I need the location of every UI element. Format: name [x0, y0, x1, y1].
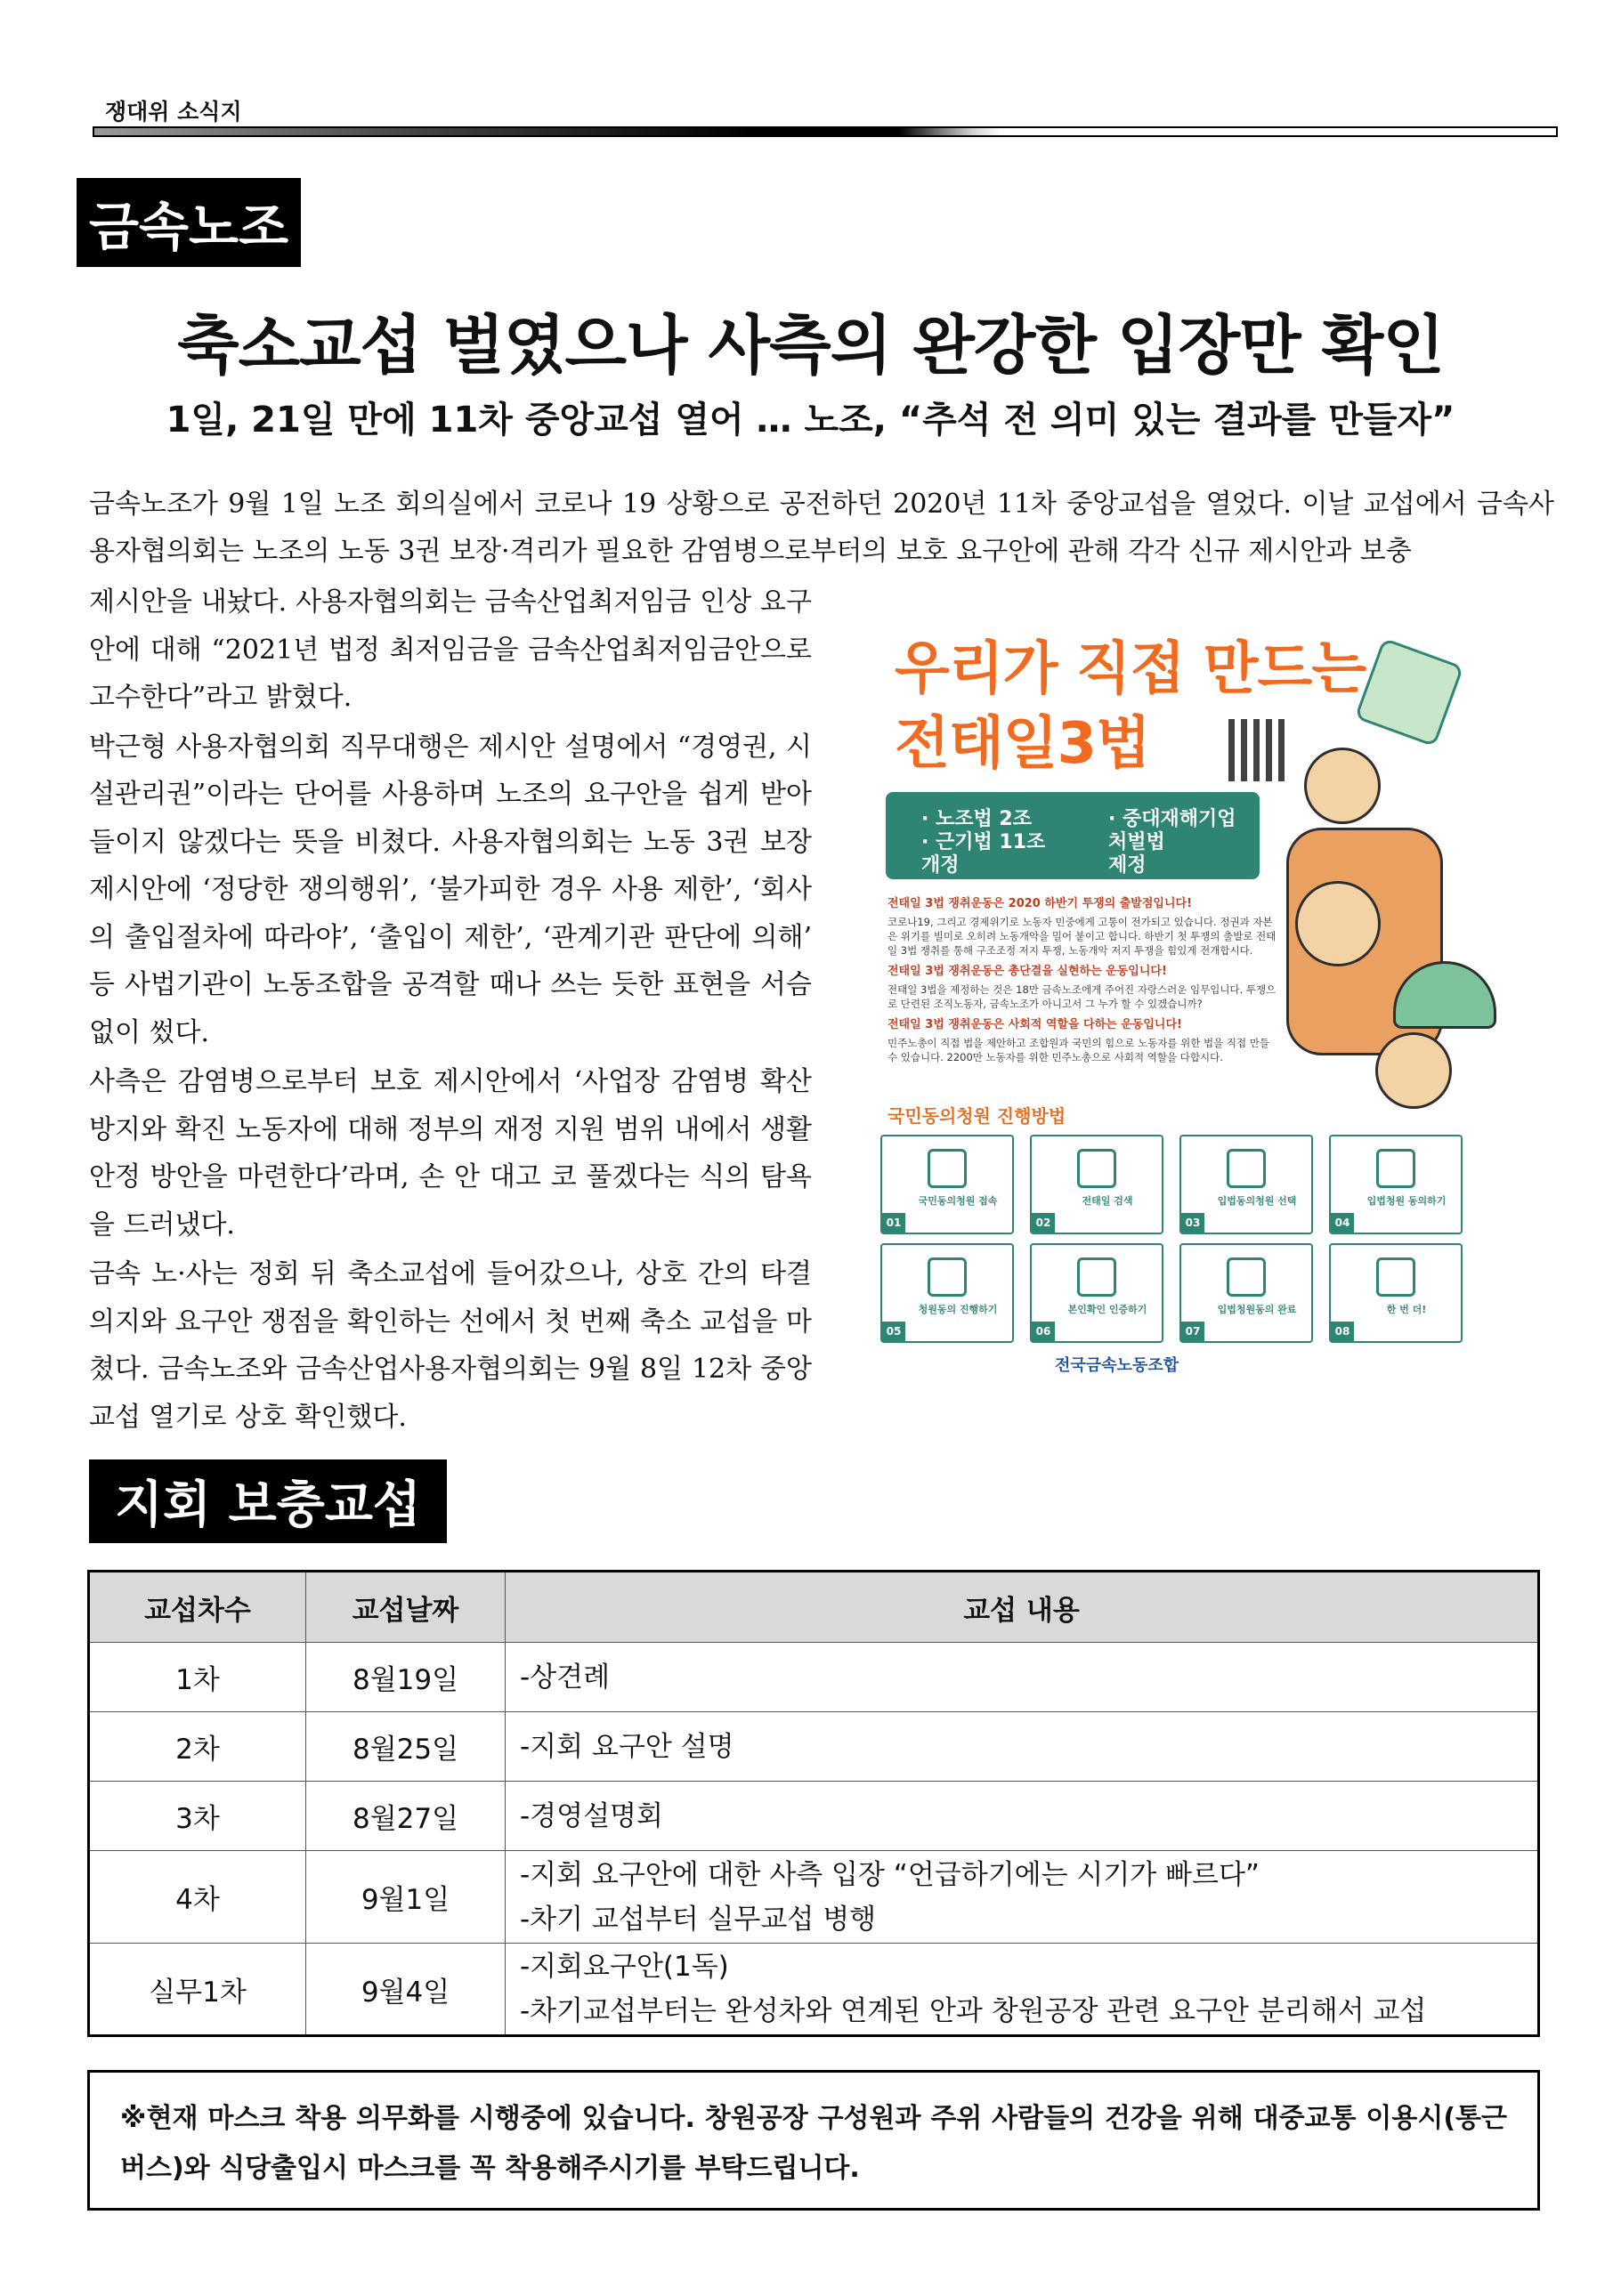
- cell-content: -지회 요구안 설명: [506, 1712, 1539, 1782]
- cell-content-line: -차기교섭부터는 완성차와 연계된 안과 창원공장 관련 요구안 분리해서 교섭: [520, 1995, 1427, 2027]
- section-tag-union: 금속노조: [77, 178, 301, 267]
- method-step-card: [880, 1243, 1014, 1343]
- column-header-content: 교섭 내용: [506, 1572, 1539, 1643]
- article-paragraph-4: 금속 노·사는 정회 뒤 축소교섭에 들어갔으나, 상호 간의 타결 의지와 요구안 쟁점을 확인하는 선에서 첫 번째 축소 교섭을 마쳤다. 금속노조와 금속산업사용자협의회는 9월 8일 12차 중앙교섭 열기로 상호 확인했다.: [89, 1258, 812, 1433]
- article-paragraph-2: 박근형 사용자협의회 직무대행은 제시안 설명에서 “경영권, 시설관리권”이라는 단어를 사용하며 노조의 요구안을 쉽게 받아들이지 않겠다는 뜻을 비쳤다. 사용자협의회는 노동 3권 보장 제시안에 ‘정당한 쟁의행위’, ‘불가피한 경우 사용 제한’, ‘회사의 출입절차에 따라야’, ‘출입이 제한’, ‘관계기관 판단에 의해’ 등 사법기관이 노동조합을 공격할 때나 쓰는 듯한 표현을 서슴없이 썼다.: [89, 731, 812, 1048]
- table-row: [89, 1851, 1539, 1944]
- poster-body-text: 코로나19, 그리고 경제위기로 노동자 민중에게 고통이 전가되고 있습니다. 정권과 자본은 위기를 빌미로 오히려 노동개악을 밀어 붙이고 합니다. 하반기 첫 투쟁의 출발로 전태일 3법 쟁취를 통해 구조조정 저지 투쟁, 노동개악 저지 투쟁을 힘있게 전개합시다.: [887, 916, 1277, 957]
- illustration-figure-icon: [1295, 881, 1381, 966]
- cell-content: -경영설명회: [506, 1782, 1539, 1851]
- step-icon: [1077, 1149, 1116, 1188]
- step-label: 입법청원 동의하기: [1366, 1195, 1447, 1207]
- poster-law-a: · 노조법 2조 · 근기법 11조 개정: [921, 808, 1046, 877]
- method-step-card: [1329, 1243, 1463, 1343]
- table-row: [89, 1712, 1539, 1782]
- illustration-figure-icon: [1375, 1032, 1452, 1109]
- method-step-card: [1179, 1135, 1313, 1234]
- union-logo-text: 전국금속노동조합: [1055, 1356, 1179, 1375]
- cell-round: 2차: [89, 1712, 306, 1782]
- cell-round: 1차: [89, 1643, 306, 1712]
- step-number: 07: [1181, 1322, 1204, 1341]
- poster-law-b: · 중대재해기업 처벌법 제정: [1108, 808, 1236, 877]
- step-number: 01: [882, 1213, 905, 1233]
- poster-slogan: 전태일 3법 쟁취운동은 2020 하반기 투쟁의 출발점입니다!: [887, 897, 1193, 910]
- step-label: 입법청원동의 완료: [1217, 1304, 1297, 1315]
- method-step-card: [1179, 1243, 1313, 1343]
- step-icon: [1376, 1257, 1415, 1297]
- column-header-date: 교섭날짜: [306, 1572, 506, 1643]
- negotiation-table: [87, 1570, 1540, 2037]
- cell-round: 4차: [89, 1851, 306, 1944]
- step-icon: [928, 1257, 967, 1297]
- qr-code-icon: [1228, 719, 1291, 781]
- poster-slogan: 전태일 3법 쟁취운동은 총단결을 실현하는 운동입니다!: [887, 965, 1167, 978]
- mask-notice: ※현재 마스크 착용 의무화를 시행중에 있습니다. 창원공장 구성원과 주위 사람들의 건강을 위해 대중교통 이용시(통근버스)와 식당출입시 마스크를 꼭 착용해주시기를 부탁드립니다.: [87, 2070, 1540, 2211]
- step-icon: [1227, 1149, 1266, 1188]
- cell-content: [506, 1851, 1539, 1944]
- step-number: 08: [1331, 1322, 1354, 1341]
- step-label: 국민동의청원 접속: [918, 1195, 998, 1207]
- step-icon: [1227, 1257, 1266, 1297]
- cell-date: 9월4일: [306, 1944, 506, 2036]
- cell-date: 8월19일: [306, 1643, 506, 1712]
- article-paragraph-3: 사측은 감염병으로부터 보호 제시안에서 ‘사업장 감염병 확산 방지와 확진 노동자에 대해 정부의 재정 지원 범위 내에서 생활 안정 방안을 마련한다’라며, 손 안 대고 코 풀겠다는 식의 탐욕을 드러냈다.: [89, 1066, 812, 1241]
- cell-content-line: -지회 요구안에 대한 사측 입장 “언급하기에는 시기가 빠르다”: [520, 1858, 1260, 1891]
- step-label: 한 번 더!: [1386, 1304, 1427, 1315]
- article-paragraph-1-cont: 제시안을 내놨다. 사용자협의회는 금속산업최저임금 인상 요구안에 대해 “2021년 법정 최저임금을 금속산업최저임금안으로 고수한다”라고 밝혔다.: [89, 586, 812, 713]
- poster-slogan: 전태일 3법 쟁취운동은 사회적 역할을 다하는 운동입니다!: [887, 1018, 1182, 1031]
- poster-text-block: [887, 890, 1279, 1068]
- step-icon: [1376, 1149, 1415, 1188]
- table-header-row: [89, 1572, 1539, 1643]
- cell-content: -상견례: [506, 1643, 1539, 1712]
- poster-law-box: [886, 792, 1260, 879]
- poster-image: [868, 614, 1491, 1379]
- step-label: 청원동의 진행하기: [918, 1304, 998, 1315]
- table-row: [89, 1643, 1539, 1712]
- newsletter-label: 쟁대위 소식지: [105, 99, 242, 125]
- method-step-card: [1030, 1243, 1163, 1343]
- step-icon: [1077, 1257, 1116, 1297]
- step-number: 03: [1181, 1213, 1204, 1233]
- table-row: [89, 1944, 1539, 2036]
- illustration-figure-icon: [1354, 637, 1463, 747]
- method-step-card: [1329, 1135, 1463, 1234]
- poster-title-line1: 우리가 직접 만드는: [895, 636, 1366, 702]
- cell-round: 3차: [89, 1782, 306, 1851]
- step-label: 입법동의청원 선택: [1217, 1195, 1297, 1207]
- cell-date: 8월25일: [306, 1712, 506, 1782]
- article-column: [89, 578, 812, 1443]
- article-paragraph-1: 금속노조가 9월 1일 노조 회의실에서 코로나 19 상황으로 공전하던 2020년 11차 중앙교섭을 열었다. 이날 교섭에서 금속사용자협의회는 노조의 노동 3권 보장·격리가 필요한 감염병으로부터의 보호 요구안에 관해 각각 신규 제시안과 보충: [89, 489, 1554, 567]
- poster-method-title: 국민동의청원 진행방법: [887, 1105, 1066, 1127]
- cell-date: 9월1일: [306, 1851, 506, 1944]
- section-tag-branch: 지회 보충교섭: [89, 1459, 447, 1543]
- column-header-round: 교섭차수: [89, 1572, 306, 1643]
- step-number: 05: [882, 1322, 905, 1341]
- poster-body-text: 민주노총이 직접 법을 제안하고 조합원과 국민의 힘으로 노동자를 위한 법을 직접 만들 수 있습니다. 2200만 노동자를 위한 민주노총으로 사회적 역할을 다합시다.: [887, 1037, 1270, 1063]
- step-number: 02: [1032, 1213, 1055, 1233]
- cell-content-line: -지회요구안(1독): [520, 1951, 729, 1983]
- article-headline: 축소교섭 벌였으나 사측의 완강한 입장만 확인: [177, 308, 1444, 383]
- step-number: 06: [1032, 1322, 1055, 1341]
- cell-round: 실무1차: [89, 1944, 306, 2036]
- illustration-figure-icon: [1304, 748, 1381, 824]
- poster-title: [895, 632, 1366, 781]
- step-number: 04: [1331, 1213, 1354, 1233]
- table-row: [89, 1782, 1539, 1851]
- poster-title-line2: 전태일3법: [895, 711, 1150, 777]
- step-icon: [928, 1149, 967, 1188]
- method-step-card: [1030, 1135, 1163, 1234]
- method-step-card: [880, 1135, 1014, 1234]
- cell-content-line: -차기 교섭부터 실무교섭 병행: [520, 1903, 877, 1936]
- poster-body-text: 전태일 3법을 제정하는 것은 18만 금속노조에게 주어진 자랑스러운 임무입니다. 투쟁으로 단련된 조직노동자, 금속노조가 아니고서 그 누가 할 수 있겠습니까?: [887, 983, 1277, 1010]
- step-label: 전태일 검색: [1082, 1195, 1133, 1207]
- header-divider: [93, 126, 1558, 137]
- step-label: 본인확인 인증하기: [1067, 1304, 1147, 1315]
- article-subhead: 1일, 21일 만에 11차 중앙교섭 열어 … 노조, “추석 전 의미 있는 결과를 만들자”: [166, 400, 1455, 441]
- cell-content: [506, 1944, 1539, 2036]
- cell-date: 8월27일: [306, 1782, 506, 1851]
